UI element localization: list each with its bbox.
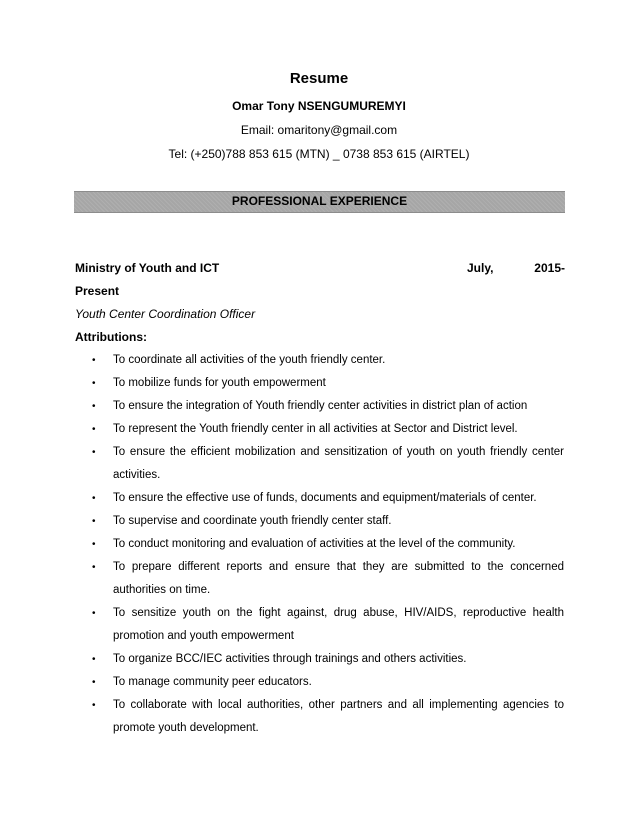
section-header-bar	[74, 191, 565, 213]
duty-item	[92, 602, 564, 648]
duty-text: To manage community peer educators.	[113, 676, 312, 688]
duty-item	[92, 648, 564, 671]
job-start-month: July,	[467, 261, 494, 275]
duty-item	[92, 487, 564, 510]
attributions-heading: Attributions:	[75, 330, 147, 344]
contact-email: Email: omaritony@gmail.com	[240, 123, 398, 137]
bullet-icon: •	[92, 424, 96, 435]
duty-text: To ensure the effective use of funds, documents and equipment/materials of center.	[113, 492, 537, 504]
bullet-icon: •	[92, 608, 96, 619]
duties-list	[92, 349, 564, 740]
duty-item	[92, 694, 564, 740]
job-end-date: Present	[75, 284, 120, 298]
bullet-icon: •	[92, 401, 96, 412]
duty-item	[92, 372, 564, 395]
duty-item	[92, 349, 564, 372]
bullet-icon: •	[92, 654, 96, 665]
job-organization: Ministry of Youth and ICT	[75, 261, 220, 275]
bullet-icon: •	[92, 493, 96, 504]
duty-text: To organize BCC/IEC activities through trainings and others activities.	[113, 653, 467, 665]
duty-item	[92, 441, 564, 487]
bullet-icon: •	[92, 562, 96, 573]
bullet-icon: •	[92, 447, 96, 458]
bullet-icon: •	[92, 355, 96, 366]
duty-text: To ensure the efficient mobilization and sensitization of youth on youth friendly center activities.	[113, 446, 564, 481]
duty-item	[92, 671, 564, 694]
bullet-icon: •	[92, 516, 96, 527]
duty-text: To mobilize funds for youth empowerment	[113, 377, 326, 389]
bullet-icon: •	[92, 700, 96, 711]
duty-item	[92, 510, 564, 533]
duty-text: To sensitize youth on the fight against, drug abuse, HIV/AIDS, reproductive health promotion and youth empowerment	[113, 607, 564, 642]
contact-phone: Tel: (+250)788 853 615 (MTN) _ 0738 853 615 (AIRTEL)	[168, 147, 470, 161]
candidate-name: Omar Tony NSENGUMUREMYI	[232, 99, 406, 113]
job-position-title: Youth Center Coordination Officer	[75, 307, 256, 321]
duty-text: To conduct monitoring and evaluation of activities at the level of the community.	[113, 538, 516, 550]
duty-item	[92, 395, 564, 418]
duty-item	[92, 418, 564, 441]
duty-item	[92, 533, 564, 556]
bullet-icon: •	[92, 539, 96, 550]
duty-text: To supervise and coordinate youth friendly center staff.	[113, 515, 392, 527]
bullet-icon: •	[92, 378, 96, 389]
job-start-year: 2015-	[534, 261, 565, 275]
duty-text: To ensure the integration of Youth friendly center activities in district plan of action	[113, 400, 528, 412]
duty-text: To collaborate with local authorities, other partners and all implementing agencies to promote youth development.	[113, 699, 564, 734]
duty-text: To represent the Youth friendly center in all activities at Sector and District level.	[113, 423, 518, 435]
duty-text: To coordinate all activities of the youth friendly center.	[113, 354, 386, 366]
section-heading: PROFESSIONAL EXPERIENCE	[231, 194, 408, 208]
duty-text: To prepare different reports and ensure that they are submitted to the concerned authorities on time.	[113, 561, 564, 596]
duty-item	[92, 556, 564, 602]
bullet-icon: •	[92, 677, 96, 688]
document-title: Resume	[289, 70, 349, 87]
